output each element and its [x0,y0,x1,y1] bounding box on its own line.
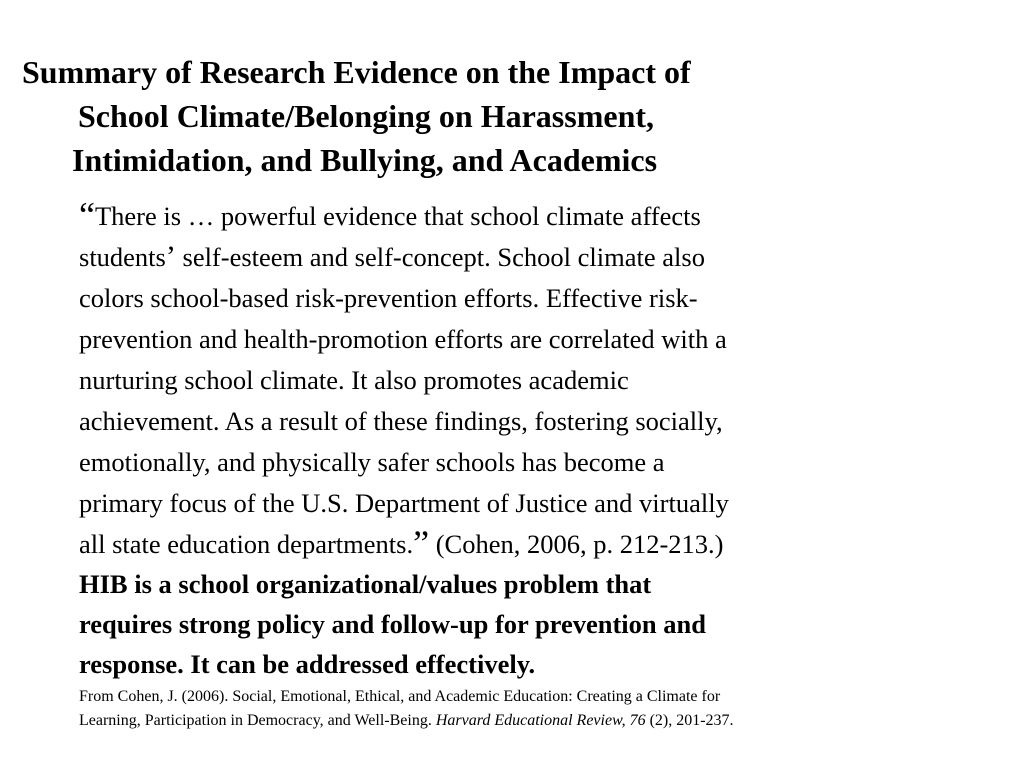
close-quote-mark: ” [413,523,430,563]
reference-line-2-a: Learning, Participation in Democracy, and Well-Being. [79,712,436,729]
reference-line-1: From Cohen, J. (2006). Social, Emotional, Ethical, and Academic Education: Creating a Climate for [79,688,721,705]
title-line-3: Intimidation, and Bullying, and Academics [72,142,658,178]
quote-line-4: prevention and health-promotion efforts are correlated with a [79,324,727,354]
quote-line-9-text: all state education departments. [79,529,414,559]
apostrophe-mark: ’ [165,240,176,273]
quote-line-5: nurturing school climate. It also promotes academic [79,365,629,395]
quote-line-1-text: There is … powerful evidence that school climate affects [94,201,701,231]
quote-line-1 [79,196,949,237]
quote-line-6: achievement. As a result of these findings, fostering socially, [79,406,723,436]
quote-line-2-a: students [79,242,166,272]
title-line-1: Summary of Research Evidence on the Impact of [22,54,691,90]
quote-citation: (Cohen, 2006, p. 212-213.) [429,529,724,559]
conclusion-line-2: requires strong policy and follow-up for prevention and [79,609,707,639]
conclusion-line-3: response. It can be addressed effectively. [79,649,536,679]
conclusion-line-1: HIB is a school organizational/values problem that [79,569,652,599]
quote-line-2 [79,237,949,278]
reference-line-2-b: (2), 201-237. [645,712,734,729]
source-reference [79,685,979,733]
quote-line-8: primary focus of the U.S. Department of Justice and virtually [79,488,729,518]
quote-line-2-b: self-esteem and self-concept. School climate also [175,242,705,272]
slide-title [22,50,902,182]
research-quote [79,196,949,565]
quote-line-7: emotionally, and physically safer schools has become a [79,447,665,477]
key-conclusion [79,564,949,684]
reference-line-2 [79,709,979,733]
open-quote-mark: “ [79,195,95,235]
quote-line-9 [79,524,949,565]
reference-journal: Harvard Educational Review, 76 [435,712,646,729]
title-line-2: School Climate/Belonging on Harassment, [78,98,655,134]
quote-line-3: colors school-based risk-prevention efforts. Effective risk- [79,283,698,313]
